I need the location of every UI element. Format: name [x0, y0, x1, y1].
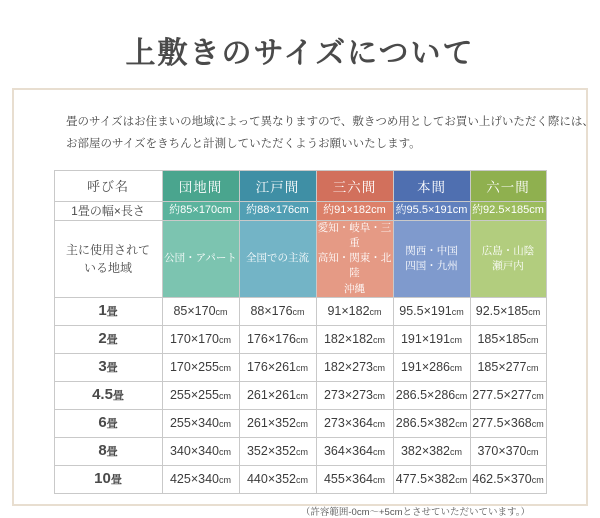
cell-6-rokuichima: 277.5×368cm: [470, 409, 546, 437]
table-row: [54, 409, 546, 437]
region-honma-line-1: 関西・中国: [405, 244, 458, 257]
cell-10-edoma: 440×352cm: [239, 465, 316, 493]
row-label-unit: 畳: [106, 306, 118, 319]
table-row: [54, 325, 546, 353]
cell-10-sanrokuma: 455×364cm: [316, 465, 393, 493]
cell-8-sanrokuma: 364×364cm: [316, 437, 393, 465]
region-edoma-line-1: 全国での主流: [246, 252, 309, 265]
region-sanrokuma-line-1: 愛知・岐阜・三重: [317, 221, 392, 249]
cell-10-honma: 477.5×382cm: [393, 465, 470, 493]
table-row: [54, 437, 546, 465]
size-sanrokuma: 約91×182cm: [316, 201, 393, 220]
region-danchima: [162, 220, 239, 297]
cell-8-danchima: 340×340cm: [162, 437, 239, 465]
row-label-value: 1: [98, 302, 107, 320]
col-header-sanrokuma: 三六間: [316, 170, 393, 201]
cell-3-edoma: 176×261cm: [239, 353, 316, 381]
cell-4-5-danchima: 255×255cm: [162, 381, 239, 409]
cell-4-5-sanrokuma: 273×273cm: [316, 381, 393, 409]
cell-8-rokuichima: 370×370cm: [470, 437, 546, 465]
row-label-10: 10畳: [54, 465, 162, 493]
row-header-region-line-1: 主に使用されて: [65, 242, 150, 257]
tolerance-note: （許容範囲-0cm〜+5cmとさせていただいています。）: [300, 506, 530, 518]
cell-2-sanrokuma: 182×182cm: [316, 325, 393, 353]
table-row: [54, 465, 546, 493]
region-honma-line-2: 四国・九州: [405, 259, 458, 272]
table-row: [54, 297, 546, 325]
cell-4-5-edoma: 261×261cm: [239, 381, 316, 409]
cell-2-danchima: 170×170cm: [162, 325, 239, 353]
row-header-name: 呼び名: [54, 170, 162, 201]
region-sanrokuma: [316, 220, 393, 297]
row-label-8: 8畳: [54, 437, 162, 465]
row-header-width-length: 1畳の幅×長さ: [54, 201, 162, 220]
cell-10-danchima: 425×340cm: [162, 465, 239, 493]
cell-10-rokuichima: 462.5×370cm: [470, 465, 546, 493]
page-title: 上敷きのサイズについて: [125, 37, 475, 70]
cell-2-rokuichima: 185×185cm: [470, 325, 546, 353]
row-label-3: 3畳: [54, 353, 162, 381]
col-header-danchima: 団地間: [162, 170, 239, 201]
region-rokuichima-line-2: 瀬戸内: [492, 259, 524, 272]
col-header-honma: 本間: [393, 170, 470, 201]
table-row: [54, 353, 546, 381]
cell-2-edoma: 176×176cm: [239, 325, 316, 353]
region-honma: [393, 220, 470, 297]
region-edoma: [239, 220, 316, 297]
col-header-rokuichima: 六一間: [470, 170, 546, 201]
cell-1-honma: 95.5×191cm: [393, 297, 470, 325]
cell-3-sanrokuma: 182×273cm: [316, 353, 393, 381]
row-header-region: [54, 220, 162, 297]
cell-6-sanrokuma: 273×364cm: [316, 409, 393, 437]
region-rokuichima-line-1: 広島・山陰: [481, 244, 535, 257]
lead-line-2: お部屋のサイズをきちんと計測していただくようお願いいたします。: [66, 137, 421, 150]
lead-text: [14, 90, 594, 162]
size-rokuichima: 約92.5×185cm: [470, 201, 546, 220]
cell-1-sanrokuma: 91×182cm: [316, 297, 393, 325]
row-label-6: 6畳: [54, 409, 162, 437]
content-frame: [12, 88, 594, 518]
table-row-size: [54, 201, 546, 220]
cell-1-rokuichima: 92.5×185cm: [470, 297, 546, 325]
row-label-4-5: 4.5畳: [54, 381, 162, 409]
cell-8-edoma: 352×352cm: [239, 437, 316, 465]
cell-6-edoma: 261×352cm: [239, 409, 316, 437]
lead-line-1: 畳のサイズはお住まいの地域によって異なりますので、敷きつめ用としてお買い上げいただく際には、: [66, 116, 594, 128]
row-label-1: [54, 297, 162, 325]
table-row: [54, 381, 546, 409]
row-header-region-line-2: いる地域: [83, 260, 132, 275]
cell-3-danchima: 170×255cm: [162, 353, 239, 381]
cell-6-honma: 286.5×382cm: [393, 409, 470, 437]
cell-1-edoma: 88×176cm: [239, 297, 316, 325]
size-honma: 約95.5×191cm: [393, 201, 470, 220]
cell-6-danchima: 255×340cm: [162, 409, 239, 437]
region-danchima-line-1: 公団・アパート: [164, 252, 237, 265]
row-label-2: 2畳: [54, 325, 162, 353]
cell-3-honma: 191×286cm: [393, 353, 470, 381]
size-danchima: 約85×170cm: [162, 201, 239, 220]
region-rokuichima: [470, 220, 546, 297]
size-table: [54, 170, 547, 494]
cell-2-honma: 191×191cm: [393, 325, 470, 353]
cell-8-honma: 382×382cm: [393, 437, 470, 465]
cell-1-danchima: 85×170cm: [162, 297, 239, 325]
cell-4-5-honma: 286.5×286cm: [393, 381, 470, 409]
cell-3-rokuichima: 185×277cm: [470, 353, 546, 381]
col-header-edoma: 江戸間: [239, 170, 316, 201]
table-row-names: [54, 170, 546, 201]
table-row-region: [54, 220, 546, 297]
region-sanrokuma-line-3: 沖縄: [344, 282, 365, 295]
cell-4-5-rokuichima: 277.5×277cm: [470, 381, 546, 409]
region-sanrokuma-line-2: 高知・関東・北陸: [317, 252, 392, 280]
size-edoma: 約88×176cm: [239, 201, 316, 220]
